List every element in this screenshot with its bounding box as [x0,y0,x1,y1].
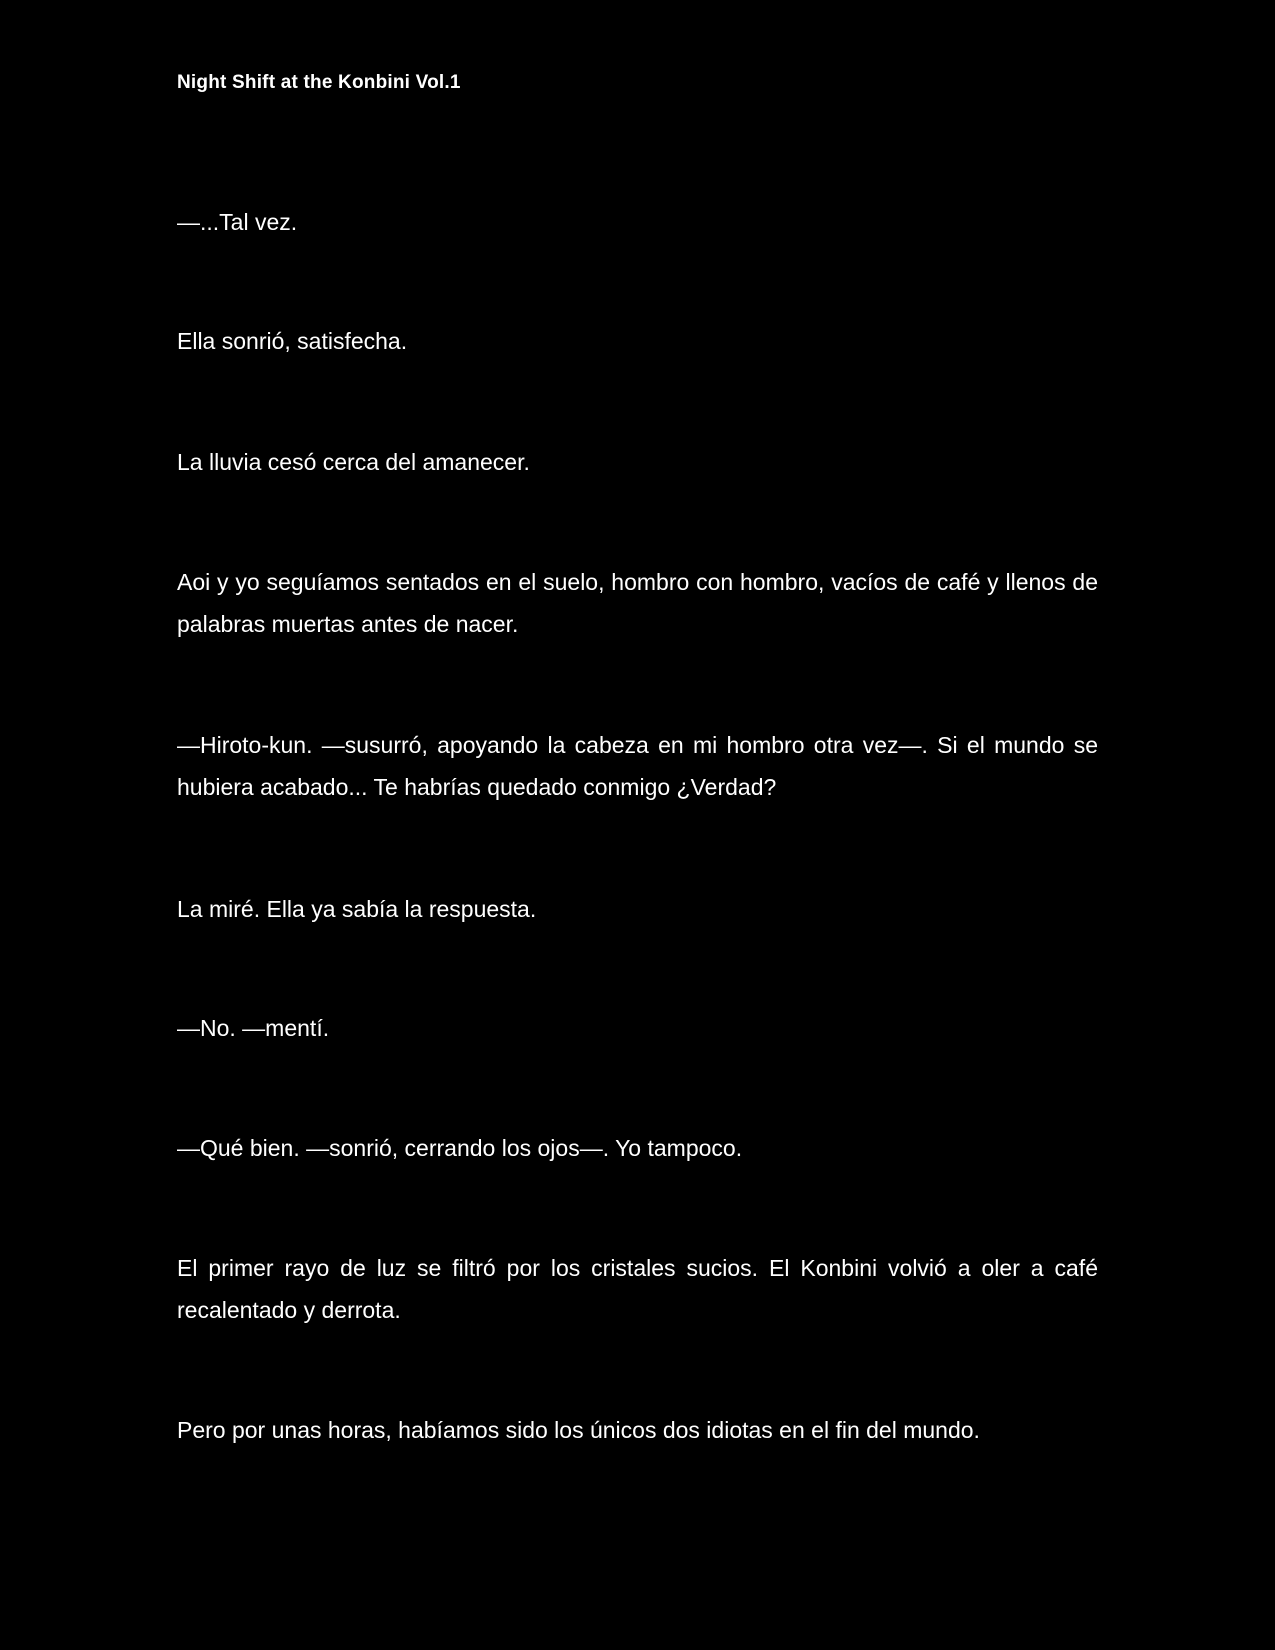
paragraph-4: Aoi y yo seguíamos sentados en el suelo, hombro con hombro, vacíos de café y llenos de palabras muertas antes de nacer. [177,569,1098,637]
paragraph-7: —No. —mentí. [177,1015,330,1041]
paragraph-8: —Qué bien. —sonrió, cerrando los ojos—. Yo tampoco. [177,1135,743,1161]
paragraph-3: La lluvia cesó cerca del amanecer. [177,449,530,475]
running-header-title: Night Shift at the Konbini Vol.1 [177,72,461,93]
paragraph-2: Ella sonrió, satisfecha. [177,328,408,354]
paragraph-9: El primer rayo de luz se filtró por los cristales sucios. El Konbini volvió a oler a café recalentado y derrota. [177,1255,1098,1323]
paragraph-10: Pero por unas horas, habíamos sido los únicos dos idiotas en el fin del mundo. [177,1417,980,1443]
paragraph-1: —...Tal vez. [177,209,298,235]
paragraph-5: —Hiroto-kun. —susurró, apoyando la cabeza en mi hombro otra vez—. Si el mundo se hubiera acabado... Te habrías quedado conmigo ¿Verdad? [177,732,1098,800]
paragraph-6: La miré. Ella ya sabía la respuesta. [177,896,537,922]
